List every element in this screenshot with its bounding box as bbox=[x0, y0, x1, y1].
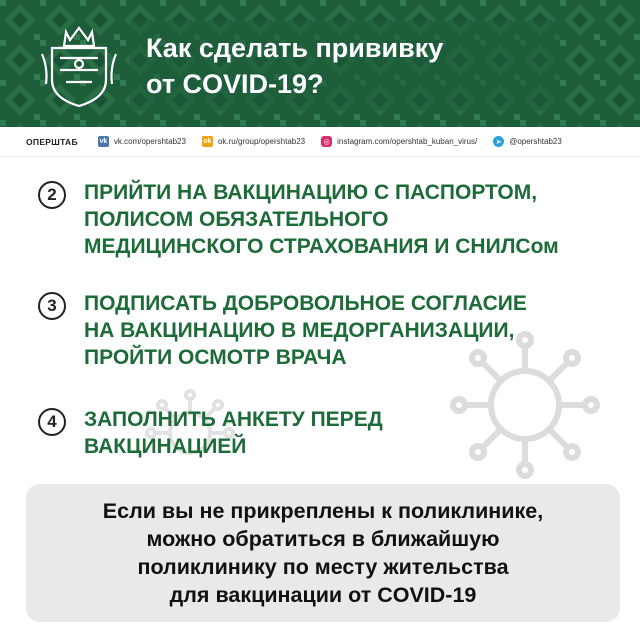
social-link-text: @opershtab23 bbox=[509, 137, 562, 146]
title-line-1: Как сделать прививку bbox=[146, 33, 444, 63]
social-link-instagram[interactable] bbox=[321, 136, 477, 147]
step-text-line: ПРОЙТИ ОСМОТР ВРАЧА bbox=[84, 346, 347, 369]
info-text-line: для вакцинации от COVID-19 bbox=[169, 583, 477, 607]
step-item-3 bbox=[38, 290, 628, 371]
social-link-text: vk.com/opershtab23 bbox=[113, 137, 186, 146]
social-link-vk[interactable] bbox=[98, 136, 186, 147]
vk-icon: vk bbox=[99, 138, 108, 145]
step-number: 2 bbox=[38, 181, 66, 209]
step-text-line: ВАКЦИНАЦИЕЙ bbox=[84, 435, 247, 458]
social-link-telegram[interactable] bbox=[493, 136, 562, 147]
telegram-icon: ➤ bbox=[493, 136, 504, 147]
page-title bbox=[146, 30, 546, 102]
social-link-ok[interactable] bbox=[202, 136, 305, 147]
step-number: 4 bbox=[38, 408, 66, 436]
header-banner bbox=[0, 0, 640, 127]
step-text-line: ЗАПОЛНИТЬ АНКЕТУ ПЕРЕД bbox=[84, 408, 383, 431]
step-item-2 bbox=[38, 179, 628, 260]
step-text-line: ПОЛИСОМ ОБЯЗАТЕЛЬНОГО bbox=[84, 208, 389, 231]
info-text bbox=[43, 497, 603, 609]
step-text bbox=[84, 406, 383, 460]
step-text bbox=[84, 179, 559, 260]
step-text-line: МЕДИЦИНСКОГО СТРАХОВАНИЯ И СНИЛСом bbox=[84, 235, 559, 258]
step-item-4 bbox=[38, 406, 628, 460]
social-bar bbox=[0, 127, 640, 157]
brand-label: ОПЕРШТАБ bbox=[26, 136, 78, 147]
info-text-line: Если вы не прикреплены к поликлинике, bbox=[102, 499, 544, 523]
step-text bbox=[84, 290, 527, 371]
info-text-line: поликлинику по месту жительства bbox=[137, 555, 509, 579]
social-link-text: instagram.com/opershtab_kuban_virus/ bbox=[337, 137, 478, 146]
step-text-line: ПОДПИСАТЬ ДОБРОВОЛЬНОЕ СОГЛАСИЕ bbox=[84, 292, 527, 315]
coat-of-arms-icon bbox=[38, 18, 120, 110]
ok-icon: ok bbox=[203, 138, 212, 145]
step-text-line: НА ВАКЦИНАЦИЮ В МЕДОРГАНИЗАЦИИ, bbox=[84, 319, 515, 342]
info-box bbox=[26, 484, 620, 622]
title-line-2: от COVID-19? bbox=[146, 69, 324, 99]
step-text-line: ПРИЙТИ НА ВАКЦИНАЦИЮ С ПАСПОРТОМ, bbox=[84, 181, 538, 204]
instagram-icon: ◎ bbox=[321, 136, 332, 147]
info-text-line: можно обратиться в ближайшую bbox=[146, 527, 500, 551]
social-link-text: ok.ru/group/opershtab23 bbox=[217, 137, 306, 146]
step-number: 3 bbox=[38, 292, 66, 320]
